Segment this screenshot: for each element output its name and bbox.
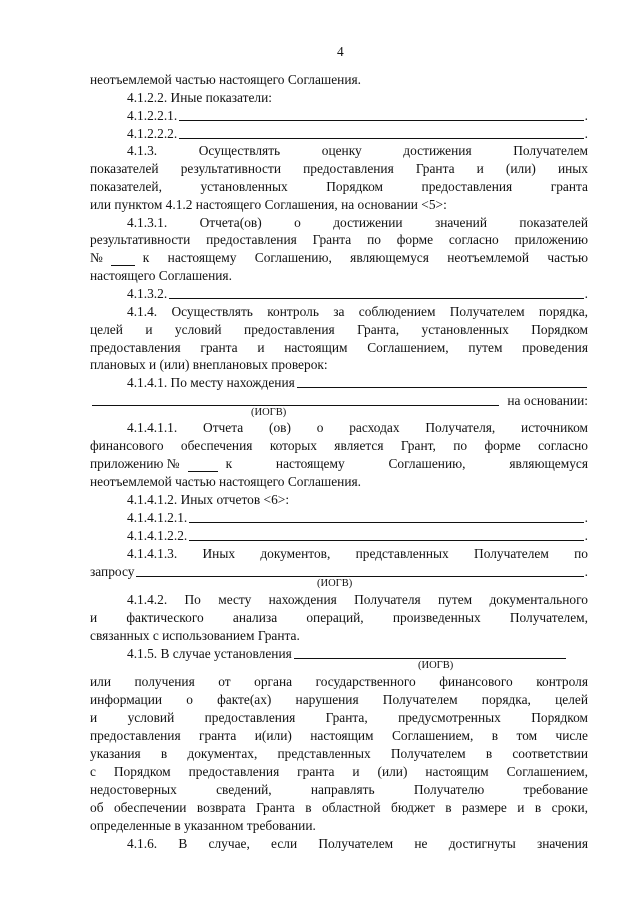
blank-line-4-1-4-1-2-1: [127, 510, 588, 526]
fill-in-blank: [189, 511, 583, 523]
fill-in-blank: [179, 109, 583, 121]
text-line: к настоящему Соглашению, являющемуся: [225, 456, 588, 471]
fill-in-blank: [179, 127, 583, 139]
number-sign: №: [90, 250, 103, 265]
text-line: 4.1.5. В случае установления: [127, 646, 292, 661]
text-line: целей и условий предоставления Гранта, установленных Порядком: [90, 322, 588, 337]
text-line: неотъемлемой частью настоящего Соглашения.: [90, 72, 362, 87]
blank-line-basis: [90, 393, 588, 409]
period: .: [584, 510, 588, 525]
text-line: к настоящему Соглашению, являющемуся неотъемлемой частью: [142, 250, 588, 265]
text-line: показателей, установленных Порядком предоставления гранта: [90, 179, 588, 194]
text-line-appendix: [90, 456, 588, 472]
text-line: показателей результативности предоставления Гранта и (или) иных: [90, 161, 588, 176]
period: .: [584, 564, 588, 579]
period: .: [584, 286, 588, 301]
text-line: 4.1.4.1. По месту нахождения: [127, 375, 295, 390]
text-line: предоставления гранта и настоящим Соглашением, путем проведения: [90, 340, 588, 355]
text-line: с Порядком предоставления гранта и (или) настоящим Соглашением,: [90, 764, 588, 779]
caption-iogv: (ИОГВ): [317, 578, 353, 589]
text-line: 4.1.4. Осуществлять контроль за соблюдением Получателем порядка,: [127, 304, 588, 319]
text-line: указания в документах, представленных Получателем в соответствии: [90, 746, 588, 761]
text-line: и условий предоставления Гранта, предусмотренных Порядком: [90, 710, 588, 725]
item-number: 4.1.2.2.1.: [127, 108, 178, 123]
text-line: настоящего Соглашения.: [90, 268, 232, 283]
fill-in-blank: [169, 287, 583, 299]
blank-line-4-1-3-2: [127, 286, 588, 302]
text-line: результативности предоставления Гранта по форме согласно приложению: [90, 232, 588, 247]
text-line: финансового обеспечения которых является Грант, по форме согласно: [90, 438, 588, 453]
text-line: 4.1.3.1. Отчета(ов) о достижении значений показателей: [127, 215, 588, 230]
period: .: [584, 108, 588, 123]
text-line: неотъемлемой частью настоящего Соглашения.: [90, 474, 362, 489]
text-line: 4.1.4.1.3. Иных документов, представленных Получателем по: [127, 546, 588, 561]
text-line: об обеспечении возврата Гранта в областной бюджет в размере и в сроки,: [90, 800, 588, 815]
fill-in-blank: [136, 565, 583, 577]
text-line: на основании:: [507, 393, 588, 408]
blank-line-4-1-2-2-2: [127, 126, 588, 142]
text-line: или получения от органа государственного финансового контроля: [90, 674, 588, 689]
item-number: 4.1.4.1.2.2.: [127, 528, 188, 543]
text-line: 4.1.4.2. По месту нахождения Получателя путем документального: [127, 592, 588, 607]
text-line: 4.1.4.1.1. Отчета (ов) о расходах Получателя, источником: [127, 420, 588, 435]
blank-line-4-1-4-1-2-2: [127, 528, 588, 544]
fill-in-blank: [92, 394, 499, 406]
text-line: 4.1.6. В случае, если Получателем не достигнуты значения: [127, 836, 588, 851]
blank-line-place: [127, 375, 588, 391]
item-number: 4.1.4.1.2.1.: [127, 510, 188, 525]
text-line: или пунктом 4.1.2 настоящего Соглашения, на основании <5>:: [90, 197, 447, 212]
text-line: 4.1.4.1.2. Иных отчетов <6>:: [127, 492, 290, 507]
text-line: определенные в указанном требовании.: [90, 818, 316, 833]
fill-in-blank: [297, 376, 587, 388]
item-number: 4.1.2.2.2.: [127, 126, 178, 141]
caption-iogv: (ИОГВ): [418, 660, 454, 671]
text-line-appendix: [90, 250, 588, 266]
fill-in-blank: [111, 254, 135, 266]
text-line: и фактического анализа операций, произведенных Получателем,: [90, 610, 588, 625]
text-line: плановых и (или) внеплановых проверок:: [90, 357, 328, 372]
text-line: 4.1.2.2. Иные показатели:: [127, 90, 273, 105]
text-line: информации о факте(ах) нарушения Получателем порядка, целей: [90, 692, 588, 707]
caption-iogv: (ИОГВ): [251, 407, 287, 418]
text-line: запросу: [90, 564, 135, 579]
text-line: предоставления гранта и(или) настоящим Соглашением, в том числе: [90, 728, 588, 743]
fill-in-blank: [294, 647, 566, 659]
page-number: 4: [337, 44, 344, 59]
text-line: недостоверных сведений, направлять Получателю требование: [90, 782, 588, 797]
blank-line-4-1-5: [127, 646, 567, 662]
text-line: приложению №: [90, 456, 180, 471]
period: .: [584, 528, 588, 543]
fill-in-blank: [188, 460, 218, 472]
blank-line-4-1-2-2-1: [127, 108, 588, 124]
period: .: [584, 126, 588, 141]
item-number: 4.1.3.2.: [127, 286, 168, 301]
text-line: связанных с использованием Гранта.: [90, 628, 300, 643]
fill-in-blank: [189, 529, 583, 541]
text-line: 4.1.3. Осуществлять оценку достижения Получателем: [127, 143, 588, 158]
